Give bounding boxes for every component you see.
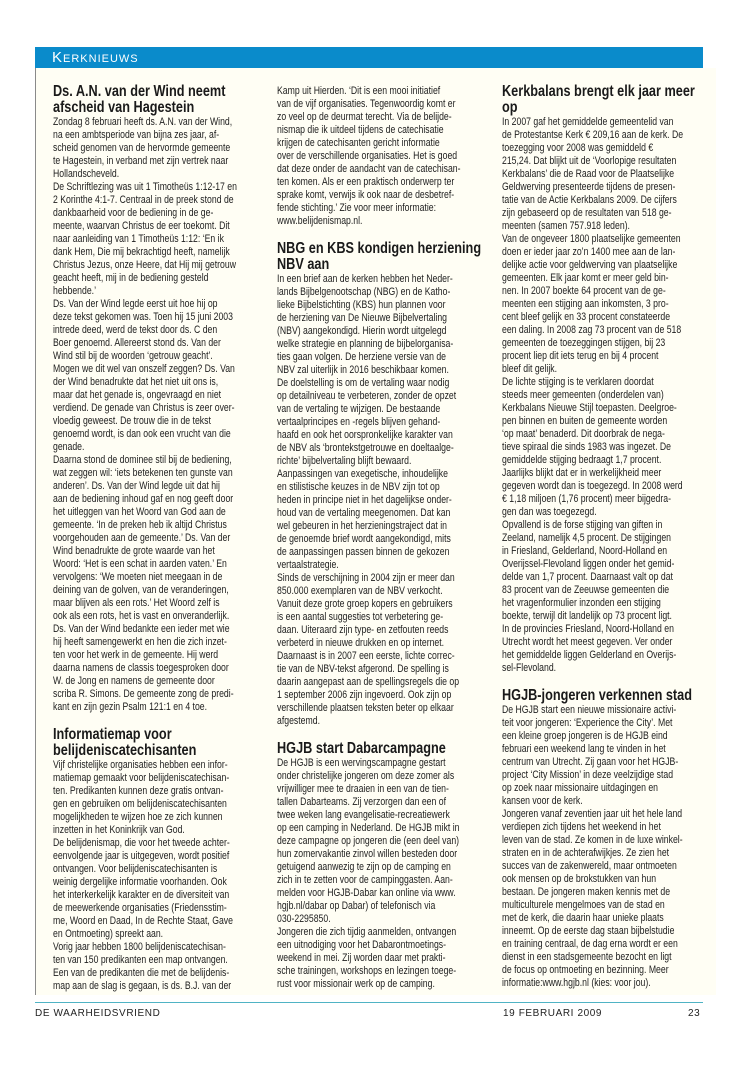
- body-line: op zoek naar missionaire uitdagingen en: [502, 782, 658, 794]
- body-line: De HGJB is een wervingscampagne gestart: [277, 757, 446, 769]
- body-line: Kerkbalans’ die de Raad voor de Plaatselijke: [502, 168, 675, 180]
- body-line: rust voor missionair werk op de camping.: [277, 978, 435, 990]
- body-line: gemiddelde stijging bedraagt 1,7 procent.: [502, 454, 662, 466]
- body-line: de NBV als ‘brontekstgetrouwe en doeltaalge-: [277, 442, 454, 454]
- body-line: lieke Bijbelstichting (KBS) hun plannen voor: [277, 299, 446, 311]
- body-line: wat zeggen wil: ‘iets betekenen ten gunste van: [53, 467, 233, 479]
- column-2: [277, 84, 484, 1004]
- body-line: het vragenformulier inzonden een stijging: [502, 597, 661, 609]
- body-line: der Wind benadrukte dat het niet uit ons is,: [53, 376, 219, 388]
- body-line: te Hagestein, in verband met zijn vertrek naar: [53, 155, 229, 167]
- body-line: In een brief aan de kerken hebben het Neder-: [277, 273, 453, 285]
- body-line: De lichte stijging is te verklaren doordat: [502, 376, 654, 388]
- body-line: dat deze onder de aandacht van de catechisan-: [277, 163, 461, 175]
- body-line: succes van de zakenwereld, maar ontmoeten: [502, 860, 677, 872]
- headline-line: belijdeniscatechisanten: [53, 742, 197, 759]
- body-line: In de provincies Friesland, Noord-Holland en: [502, 623, 674, 635]
- body-line: Geldwerving presenteerde tijdens de presen-: [502, 181, 676, 193]
- body-line: verbeterd in nieuwe drukken en op internet.: [277, 637, 445, 649]
- body-line: Zeeland, namelijk 4,5 procent. De stijgingen: [502, 532, 672, 544]
- body-line: In 2007 gaf het gemiddelde gemeentelid van: [502, 116, 674, 128]
- body-line: Ds. Van der Wind bedankte een ieder met wie: [53, 623, 230, 635]
- body-line: en stilistische keuzes in de NBV zijn tot op: [277, 481, 440, 493]
- body-line: deze campagne op jongeren die (een deel van): [277, 835, 460, 847]
- body-line: weinig dergelijke informatie voorhanden. Ook: [53, 876, 227, 888]
- body-line: multiculturele mengelmoes van de stad en: [502, 899, 665, 911]
- section-header-bar: [35, 47, 703, 68]
- body-line: eenvolgende jaar is uitgegeven, wordt positief: [53, 850, 230, 862]
- body-line: ten voor het werk in de gemeente. Hij werd: [53, 649, 219, 661]
- body-line: een uitnodiging voor het Dabarontmoetings-: [277, 939, 447, 951]
- body-line: mogelijkheden te wijzen hoe ze zich kunnen: [53, 811, 223, 823]
- body-line: maar dat het genade is, ongevraagd en niet: [53, 389, 222, 401]
- body-line: verdiepen zich tijdens het weekend in het: [502, 821, 661, 833]
- body-line: kansen voor de kerk.: [502, 795, 583, 807]
- body-line: een kleine groep jongeren is de HGJB eind: [502, 730, 668, 742]
- body-line: Jongeren vanaf zeventien jaar uit het hele land: [502, 808, 683, 820]
- body-line: welke strategie en planning de bijbelorganisa-: [277, 338, 454, 350]
- body-line: hij heeft samengewerkt en hen die zich inzet-: [53, 636, 227, 648]
- article-body: [277, 84, 484, 228]
- body-line: Daarna stond de dominee stil bij de bediening,: [53, 454, 232, 466]
- body-line: Ds. Van der Wind legde eerst uit hoe hij op: [53, 298, 218, 310]
- article-body: [53, 759, 260, 993]
- body-line: vrijwilliger mee te draaien in een van de tien-: [277, 783, 449, 795]
- body-line: haafd en ook het oorspronkelijke karakter van: [277, 429, 453, 441]
- body-line: gemeente. ‘In de preken heb ik altijd Christus: [53, 519, 227, 531]
- body-line: Hollandscheveld.: [53, 168, 120, 180]
- body-line: fende stichting.’ Zie voor meer informatie:: [277, 202, 437, 214]
- body-line: vertaalstrategie.: [277, 559, 339, 571]
- body-line: deze tekst gekomen was. Toen hij 15 juni 2003: [53, 311, 233, 323]
- body-line: (NBV) aangekondigd. Hierin wordt uitgelegd: [277, 325, 447, 337]
- article-headline: [502, 688, 709, 704]
- body-line: ties gaan volgen. De herziene versie van de: [277, 351, 447, 363]
- body-line: Wind benadrukte de grote waarde van het: [53, 545, 215, 557]
- body-line: Overijssel-Flevoland liggen onder het gemid-: [502, 558, 675, 570]
- body-line: Utrecht wordt het meest gegeven. Ver onder: [502, 636, 673, 648]
- body-line: cent bleef gelijk en 33 procent constateerde: [502, 311, 671, 323]
- body-line: daarin aangepast aan de spellingsregels die op: [277, 676, 460, 688]
- body-line: map aan de slag is gegaan, is ds. B.J. van der: [53, 980, 232, 992]
- body-line: Daarnaast is in 2007 een eerste, lichte correc-: [277, 650, 455, 662]
- body-line: sel-Flevoland.: [502, 662, 557, 674]
- body-line: vervolgens: ‘We moeten niet meegaan in de: [53, 571, 223, 583]
- article-body: [502, 116, 709, 675]
- publication-name: DE WAARHEIDSVRIEND: [35, 1008, 161, 1019]
- body-line: gen en gebruiken om belijdeniscatechisanten: [53, 798, 227, 810]
- body-line: daarna namens de classis toegesproken door: [53, 662, 229, 674]
- body-line: van de vertaling te wijzigen. De bestaande: [277, 403, 441, 415]
- headline-line: Informatiemap voor: [53, 726, 172, 743]
- body-line: Kamp uit Hierden. ‘Dit is een mooi initiatief: [277, 85, 441, 97]
- body-line: melden voor HGJB-Dabar kan online via www.: [277, 887, 456, 899]
- body-line: de focus op ontmoeting en bezinning. Meer: [502, 964, 669, 976]
- article-headline: [53, 727, 260, 759]
- body-line: 2 Korinthe 4:1-7. Centraal in de preek stond de: [53, 194, 234, 206]
- body-line: sprake komt, verwijs ik ook naar de desbetref-: [277, 189, 455, 201]
- body-line: delde van 1,7 procent. Daarnaast valt op dat: [502, 571, 673, 583]
- body-line: boekte, terwijl dit landelijk op 73 procent ligt.: [502, 610, 672, 622]
- body-line: twee weken lang evangelisatie-recreatiewerk: [277, 809, 450, 821]
- article-headline: [277, 741, 484, 757]
- body-line: inzetten in het Koninkrijk van God.: [53, 824, 185, 836]
- headline-line: NBV aan: [277, 256, 330, 273]
- body-line: vertaalprincipes en -regels blijven gehand-: [277, 416, 441, 428]
- body-line: gen dan was toegezegd.: [502, 506, 597, 518]
- body-line: Vorig jaar hebben 1800 belijdeniscatechisan-: [53, 941, 226, 953]
- body-line: informatie:www.hgjb.nl (kies: voor jou).: [502, 977, 651, 989]
- body-line: zo veel op de deurmat terecht. Via de belijde-: [277, 111, 452, 123]
- issue-date: 19 FEBRUARI 2009: [503, 1008, 603, 1019]
- body-line: hun zomervakantie zinvol willen besteden door: [277, 848, 458, 860]
- body-line: pen binnen en buiten de gemeente worden: [502, 415, 668, 427]
- article: [53, 727, 260, 993]
- article-body: [277, 757, 484, 991]
- article: [277, 241, 484, 728]
- body-line: anderen’. Ds. Van der Wind legde uit dat hij: [53, 480, 220, 492]
- body-line: daan. Uiteraard zijn type- en zetfouten reeds: [277, 624, 449, 636]
- body-line: met de kerk, die daarin haar unieke plaats: [502, 912, 664, 924]
- body-line: Vanuit deze grote groep kopers en gebruikers: [277, 598, 453, 610]
- body-line: meente, waarvan Christus de eer toekomt. Dit: [53, 220, 230, 232]
- body-line: richte’ bijbelvertaling blijft bewaard.: [277, 455, 412, 467]
- body-line: houd van de vertaling meegenomen. Dat kan: [277, 507, 451, 519]
- body-line: scheid genomen van de hervormde gemeente: [53, 142, 231, 154]
- body-line: Vijf christelijke organisaties hebben een infor-: [53, 759, 228, 771]
- body-line: getuigend aanwezig te zijn op de camping en: [277, 861, 451, 873]
- body-line: procent liep dit iets terug en bij 4 procent: [502, 350, 659, 362]
- body-line: bleef dit gelijk.: [502, 363, 558, 375]
- body-line: Jongeren die zich tijdig aanmelden, ontvangen: [277, 926, 457, 938]
- body-line: tieve spiraal die sinds 1983 was ingezet. De: [502, 441, 672, 453]
- body-line: De Schriftlezing was uit 1 Timotheüs 1:12-17 en: [53, 181, 237, 193]
- body-line: ‘op maat’ benaderd. Dit doorbrak de nega-: [502, 428, 665, 440]
- body-line: Van de ongeveer 1800 plaatselijke gemeenten: [502, 233, 681, 245]
- body-line: geacht heeft, mij in de bediening gesteld: [53, 272, 209, 284]
- body-line: project ‘City Mission’ in deze veelzijdige stad: [502, 769, 674, 781]
- body-line: Christus Jezus, onze Heere, dat Hij mij getrouw: [53, 259, 236, 271]
- body-line: www.belijdenismap.nl.: [277, 215, 363, 227]
- body-line: De belijdenismap, die voor het tweede achter-: [53, 837, 230, 849]
- headline-line: op: [502, 99, 518, 116]
- body-line: nismap die ik uitdeel tijdens de catechisatie: [277, 124, 444, 136]
- body-line: Zondag 8 februari heeft ds. A.N. van der Wind,: [53, 116, 233, 128]
- body-line: verschillende plaatsen teksten beter op elkaar: [277, 702, 454, 714]
- body-line: Woord: ‘Het is een schat in aarden vaten.’ En: [53, 558, 227, 570]
- body-line: afgestemd.: [277, 715, 320, 727]
- body-line: februari een weekend lang te vinden in het: [502, 743, 666, 755]
- body-line: sche trainingen, workshops en lezingen toege-: [277, 965, 457, 977]
- body-line: het interkerkelijk karakter en de diversiteit van: [53, 889, 230, 901]
- body-line: aan de bediening inhoud gaf en nog geeft door: [53, 493, 234, 505]
- body-line: Aanpassingen van exegetische, inhoudelijke: [277, 468, 448, 480]
- body-line: de herziening van De Nieuwe Bijbelvertaling: [277, 312, 447, 324]
- article: [277, 741, 484, 991]
- body-line: meenten (samen 757.918 leden).: [502, 220, 630, 232]
- body-line: 215,24. Dat blijkt uit de ‘Voorlopige resultaten: [502, 155, 677, 167]
- body-line: ook mensen op de brokstukken van hun: [502, 873, 657, 885]
- body-line: maar blijven als een rots.’ Het Woord zelf is: [53, 597, 220, 609]
- body-line: weekend in mei. Zij worden daar met prakti-: [277, 952, 446, 964]
- body-line: de genoemde brief wordt aangekondigd, mits: [277, 533, 451, 545]
- body-line: naar aanleiding van 1 Timotheüs 1:12: ‘En ik: [53, 233, 224, 245]
- article-headline: [277, 241, 484, 273]
- body-line: de aanpassingen passen binnen de gekozen: [277, 546, 450, 558]
- body-line: kant en zijn gezin Psalm 121:1 en 4 toe.: [53, 701, 208, 713]
- page-number: 23: [688, 1008, 701, 1019]
- body-line: ten komen. Als er een praktisch onderwerp ter: [277, 176, 455, 188]
- body-line: Mogen we dit wel van onszelf zeggen? Ds. Van: [53, 363, 235, 375]
- body-line: straten en in de achterafwijkjes. Ze zien het: [502, 847, 670, 859]
- body-line: delijke actie voor geldwerving van plaatselijke: [502, 259, 678, 271]
- body-line: leven van de stad. Ze komen in de luxe winkel-: [502, 834, 683, 846]
- body-line: en Ontmoeting) spreekt aan.: [53, 928, 164, 940]
- body-line: ontvangen. Voor belijdeniscatechisanten is: [53, 863, 218, 875]
- headline-line: afscheid van Hagestein: [53, 99, 195, 116]
- body-line: een daling. In 2008 zag 73 procent van de 518: [502, 324, 682, 336]
- body-line: ook als een rots, het is vast en onveranderlijk.: [53, 610, 230, 622]
- body-line: teit voor jongeren: ‘Experience the City’. Met: [502, 717, 673, 729]
- article: [502, 84, 709, 675]
- body-line: het uitleggen van het Woord van God aan de: [53, 506, 226, 518]
- body-line: verdiend. De genade van Christus is zeer over-: [53, 402, 235, 414]
- body-line: deining van de golven, van de veranderingen,: [53, 584, 229, 596]
- body-line: me, Woord en Daad, In de Rechte Staat, Gave: [53, 915, 233, 927]
- body-line: Kerkbalans Nieuwe Stijl toepasten. Deelgroe-: [502, 402, 677, 414]
- body-line: toezegging voor 2008 was gemiddeld €: [502, 142, 654, 154]
- body-line: Boer genoemd. Allereerst stond ds. Van der: [53, 337, 221, 349]
- body-line: krijgen de catechisanten gericht informatie: [277, 137, 440, 149]
- body-line: dankbaarheid voor de bediening in de ge-: [53, 207, 214, 219]
- body-line: tie van de NBV-tekst afgerond. De spelling is: [277, 663, 449, 675]
- body-line: en training centraal, de dag erna wordt er een: [502, 938, 678, 950]
- body-line: hebbende.’: [53, 285, 96, 297]
- footer-rule: [35, 1002, 703, 1003]
- body-line: Een van de predikanten die met de belijdenis-: [53, 967, 230, 979]
- body-line: zijn gebaseerd op de resultaten van 518 ge-: [502, 207, 672, 219]
- body-line: hgjb.nl/dabar op Dabar) of telefonisch via: [277, 900, 436, 912]
- body-line: tallen Dabarteams. Zij verzorgen dan een of: [277, 796, 447, 808]
- column-3: [502, 84, 709, 1003]
- article-body: [53, 116, 260, 714]
- body-line: matiemap gemaakt voor belijdeniscatechisan-: [53, 772, 230, 784]
- body-line: onder christelijke jongeren om deze zomer als: [277, 770, 455, 782]
- body-line: gemeenten. Elk jaar komt er meer geld bin-: [502, 272, 669, 284]
- body-line: dank Hem, Die mij bekrachtigd heeft, namelijk: [53, 246, 230, 258]
- article: [53, 84, 260, 714]
- body-line: zich in te zetten voor de campinggasten. Aan-: [277, 874, 453, 886]
- body-line: € 1,18 miljoen (1,76 procent) meer bijgedra-: [502, 493, 672, 505]
- body-line: De doelstelling is om de vertaling waar nodig: [277, 377, 450, 389]
- body-line: meenten een stijging aan inkomsten, 3 pro-: [502, 298, 669, 310]
- article-headline: [53, 84, 260, 116]
- body-line: op een camping in Nederland. De HGJB mikt in: [277, 822, 460, 834]
- body-line: 1 september 2006 zijn ingevoerd. Ook zijn op: [277, 689, 452, 701]
- body-line: intrede deed, werd de tekst door ds. C den: [53, 324, 218, 336]
- body-line: W. de Jong en namens de gemeente door: [53, 675, 215, 687]
- body-line: wel gebeuren in het herzieningstraject dat in: [277, 520, 447, 532]
- body-line: genade.: [53, 441, 85, 453]
- body-line: lands Bijbelgenootschap (NBG) en de Katho-: [277, 286, 451, 298]
- column-1: [53, 84, 260, 1006]
- body-line: voorgehouden aan de gemeente.’ Ds. Van der: [53, 532, 231, 544]
- body-line: dienst in een stadsgemeente bezocht en ligt: [502, 951, 672, 963]
- body-line: scriba R. Simons. De gemeente zong de predi-: [53, 688, 234, 700]
- body-line: heden in principe niet in het dagelijkse onder-: [277, 494, 452, 506]
- section-title: Kerknieuws: [52, 49, 139, 66]
- body-line: centrum van Utrecht. Zij gaan voor het HGJB-: [502, 756, 679, 768]
- body-line: Sinds de verschijning in 2004 zijn er meer dan: [277, 572, 455, 584]
- article: [502, 688, 709, 990]
- body-line: Opvallend is de forse stijging van giften in: [502, 519, 663, 531]
- headline-line: Ds. A.N. van der Wind neemt: [53, 83, 226, 100]
- body-line: in Friesland, Gelderland, Noord-Holland en: [502, 545, 668, 557]
- article: [277, 84, 484, 228]
- body-line: tatie van de Actie Kerkbalans 2009. De cijfers: [502, 194, 677, 206]
- body-line: NBV zal uiterlijk in 2016 beschikbaar komen.: [277, 364, 449, 376]
- article-body: [277, 273, 484, 728]
- body-line: De HGJB start een nieuwe missionaire activi-: [502, 704, 677, 716]
- body-line: Jaarlijks blijkt dat er in werkelijkheid meer: [502, 467, 662, 479]
- article-body: [502, 704, 709, 990]
- body-line: de meewerkende organisaties (Friedensstim-: [53, 902, 227, 914]
- body-line: 850.000 exemplaren van de NBV verkocht.: [277, 585, 443, 597]
- body-line: vloedig geweest. De trouw die in de tekst: [53, 415, 211, 427]
- body-line: gemeenten de toezeggingen stijgen, bij 23: [502, 337, 666, 349]
- body-line: het gemiddelde liggen Gelderland en Overijs-: [502, 649, 677, 661]
- article-headline: [502, 84, 709, 116]
- body-line: op detailniveau te verbeteren, zonder de opzet: [277, 390, 457, 402]
- headline-line: HGJB start Dabarcampagne: [277, 740, 446, 757]
- body-line: genoemd wordt, is dan ook een vrucht van die: [53, 428, 231, 440]
- body-line: inneemt. Op de eerste dag staan bijbelstudie: [502, 925, 675, 937]
- body-line: ten. Predikanten kunnen deze gratis ontvan-: [53, 785, 224, 797]
- body-line: van de vijf organisaties. Tegenwoordig komt er: [277, 98, 456, 110]
- body-line: Wind stil bij de woorden ‘getrouw geacht’.: [53, 350, 213, 362]
- body-line: de Protestantse Kerk € 209,16 aan de kerk. De: [502, 129, 684, 141]
- body-line: over de verschillende organisaties. Het is goed: [277, 150, 458, 162]
- body-line: is een aantal suggesties tot verbetering ge-: [277, 611, 444, 623]
- body-line: na een ambtsperiode van bijna zes jaar, af-: [53, 129, 220, 141]
- headline-line: NBG en KBS kondigen herziening: [277, 240, 482, 257]
- body-line: 83 procent van de Zeeuwse gemeenten die: [502, 584, 670, 596]
- body-line: steeds meer gemeenten (onderdelen van): [502, 389, 664, 401]
- body-line: bestaan. De jongeren maken kennis met de: [502, 886, 671, 898]
- body-line: gegeven wordt dan is toegezegd. In 2008 werd: [502, 480, 683, 492]
- body-line: 030-2295850.: [277, 913, 331, 925]
- body-line: doen er ieder jaar zo’n 1400 mee aan de lan-: [502, 246, 676, 258]
- body-line: nen. In 2007 boekte 64 procent van de ge-: [502, 285, 666, 297]
- body-line: ten van 150 predikanten een map ontvangen.: [53, 954, 228, 966]
- headline-line: Kerkbalans brengt elk jaar meer: [502, 83, 695, 100]
- headline-line: HGJB-jongeren verkennen stad: [502, 687, 692, 704]
